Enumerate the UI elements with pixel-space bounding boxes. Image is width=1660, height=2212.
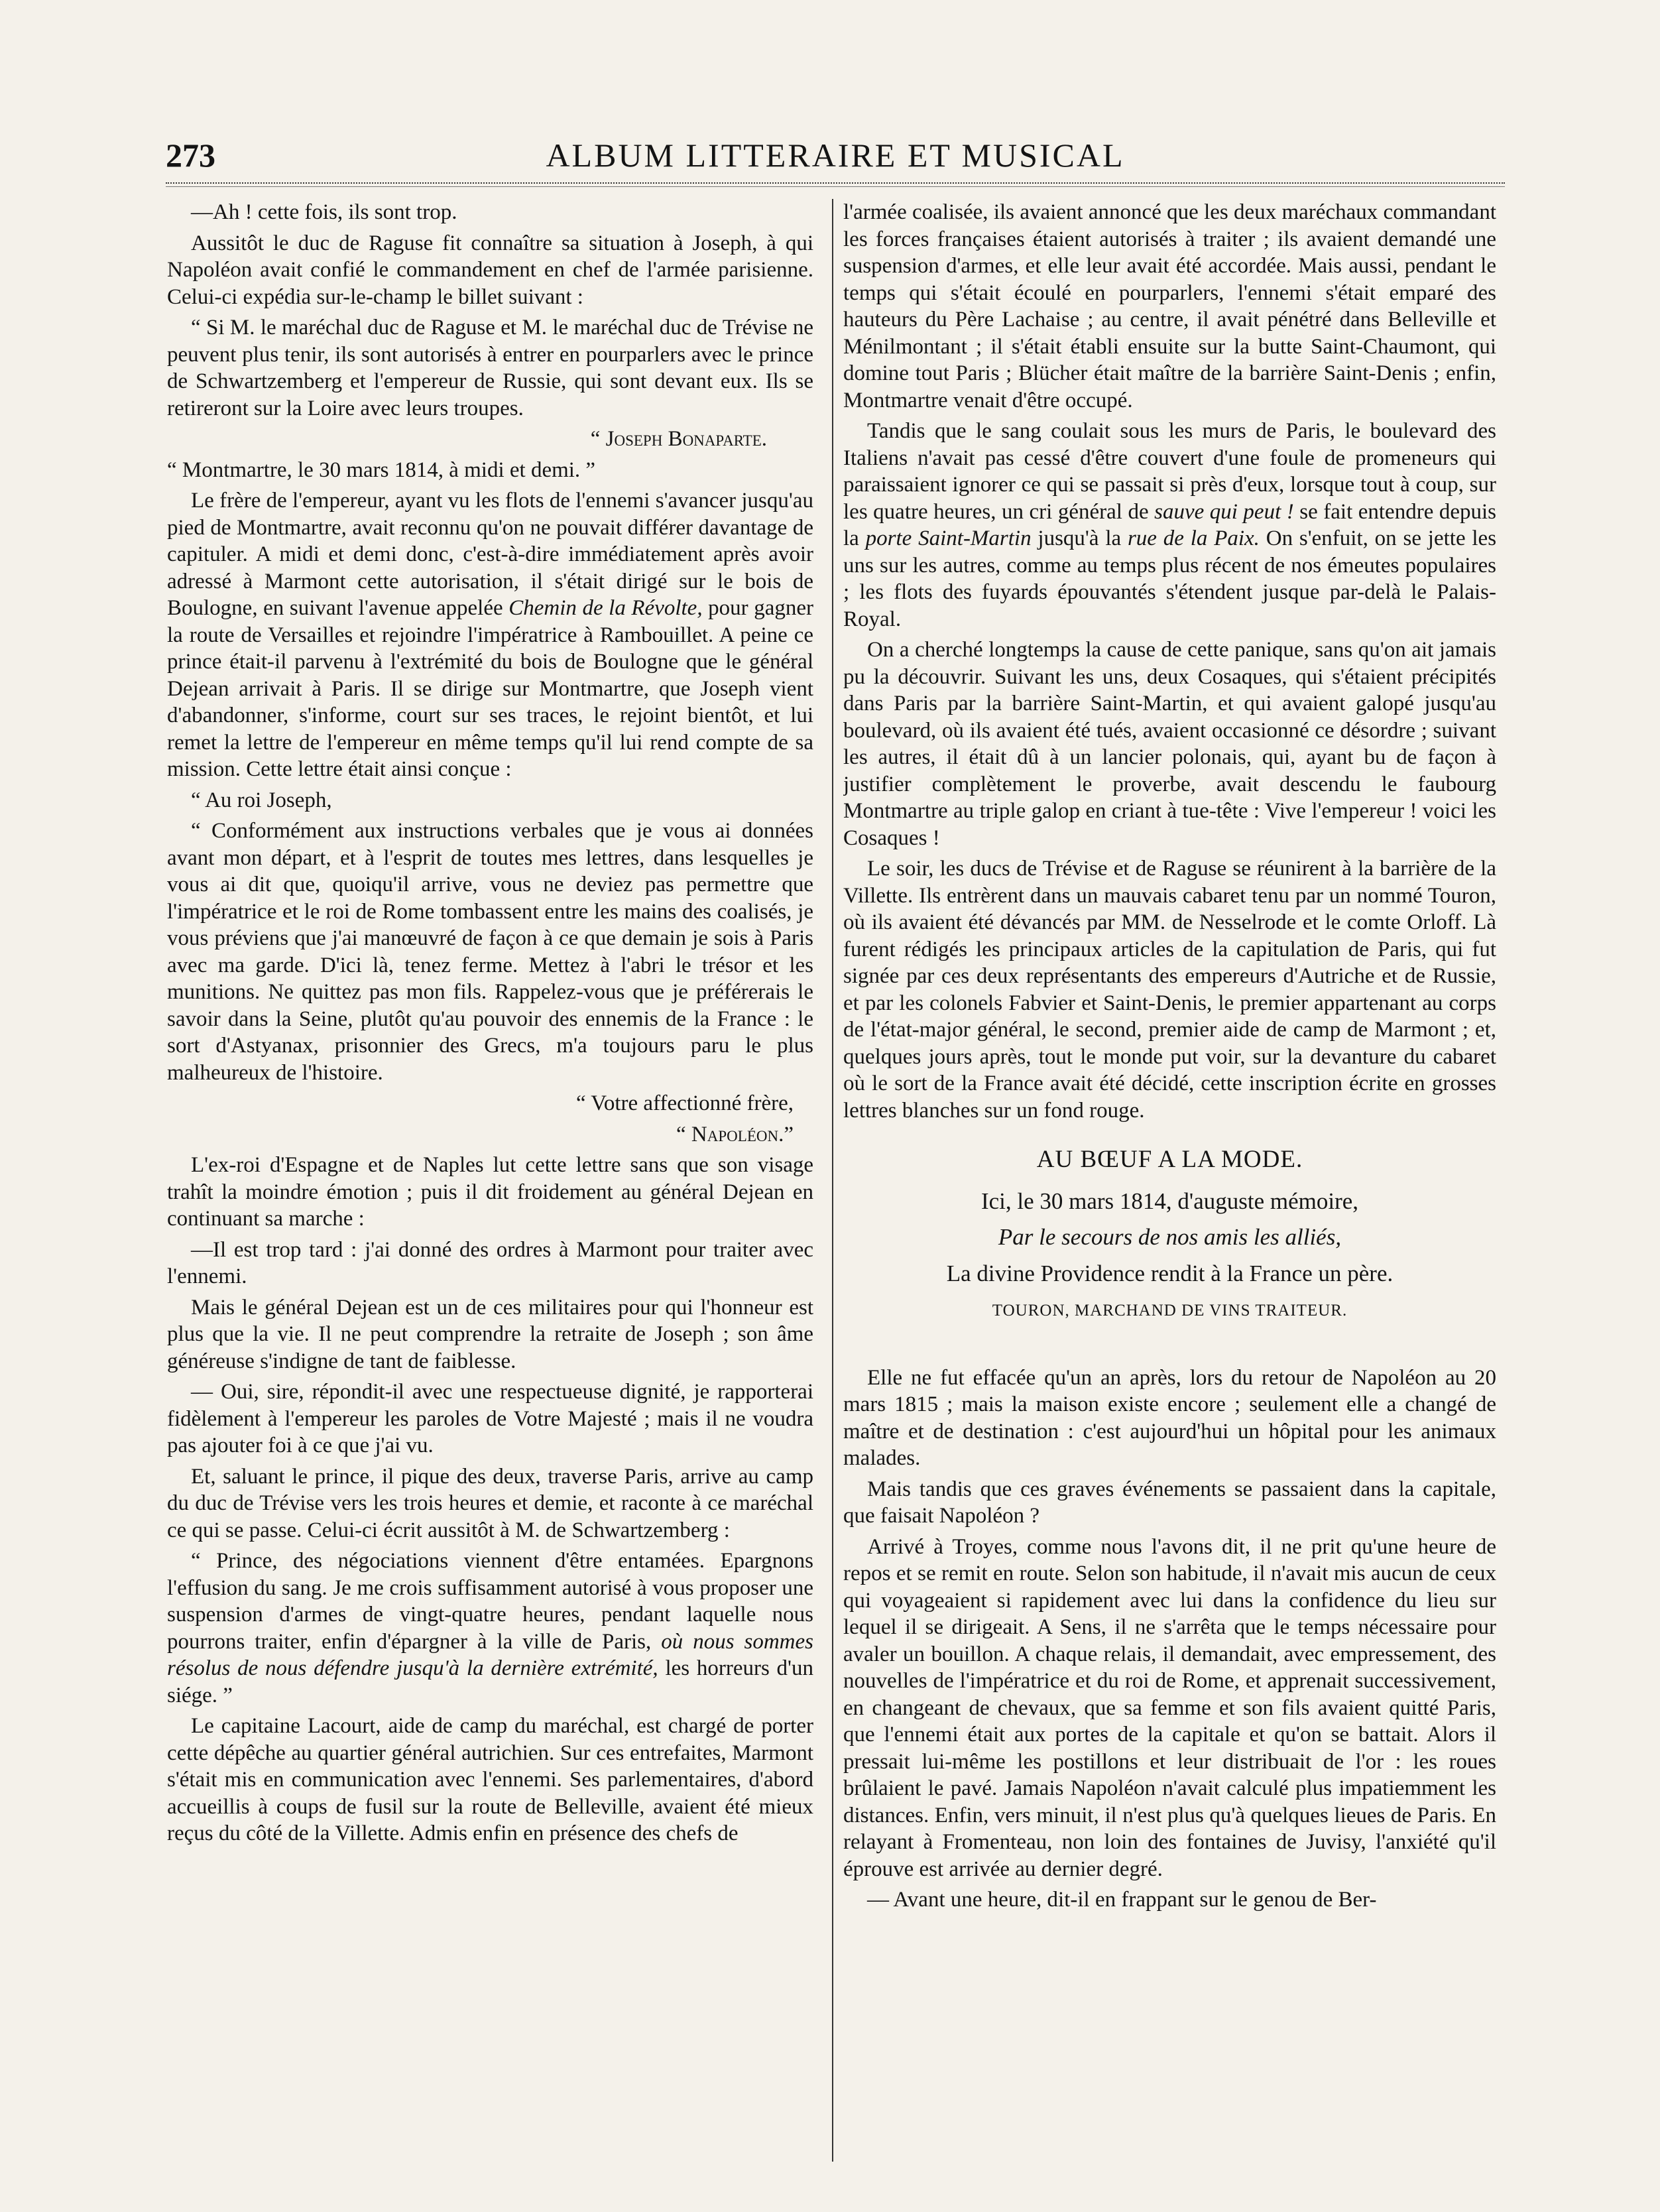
- letter-closing: “ Votre affectionné frère,: [575, 1091, 794, 1115]
- paragraph: Arrivé à Troyes, comme nous l'avons dit, il ne prit qu'une heure de repos et se remit en route. Selon son habitude, il n'avait mis aucun de ceux qui voyageaient si rapidement avec lui dans la confidence du lieu sur lequel il se dirigeait. A Sens, il ne s'arrêta que le temps nécessaire pour avaler un bouillon. A chaque relais, il demandait, avec empressement, des nouvelles de l'impératrice et du roi de Rome, et apprenait successivement, en changeant de chevaux, que sa femme et son fils avaient quitté Paris, que l'ennemi était aux portes de la capitale et qu'on se battait. Alors il pressait lui-même les postillons et leur distribuait de l'or : les roues brûlaient le pavé. Jamais Napoléon n'avait calculé plus impatiemment les distances. Enfin, vers minuit, il n'est plus qu'à quelques lieues de Paris. En relayant à Fromenteau, non loin des fontaines de Juvisy, l'anxiété qu'il éprouve est arrivée au dernier degré.: [843, 1534, 1496, 1881]
- column-divider: [832, 199, 833, 2162]
- paragraph: On a cherché longtemps la cause de cette panique, sans qu'on ait jamais pu la découvrir. Suivant les uns, deux Cosaques, qui s'étaient précipités dans Paris par la barrière Saint-Martin, et qui avaient galopé jusqu'au boulevard, où ils avaient été tués, avaient occasionné ce désordre ; suivant les autres, il était dû à un lancier polonais, qui, ayant bu de façon à justifier complètement le proverbe, avait descendu le faubourg Montmartre au triple galop en criant à tue-tête : Vive l'empereur ! voici les Cosaques !: [843, 638, 1496, 850]
- inscription-signature: TOURON, MARCHAND DE VINS TRAITEUR.: [992, 1302, 1348, 1320]
- dateline: “ Montmartre, le 30 mars 1814, à midi et demi. ”: [167, 458, 596, 482]
- running-title: ALBUM LITTERAIRE ET MUSICAL: [546, 137, 1125, 174]
- paragraph: Mais tandis que ces graves événements se passaient dans la capitale, que faisait Napoléon ?: [843, 1477, 1496, 1528]
- quoted-letter: “ Prince, des négociations viennent d'être entamées. Epargnons l'effusion du sang. Je me crois suffisamment autorisé à vous proposer une suspension d'armes de vingt-quatre heures, pendant laquelle nous pourrons traiter, enfin d'épargner à la ville de Paris, où nous sommes résolus de nous défendre jusqu'à la dernière extrémité, les horreurs d'un siége. ”: [167, 1549, 813, 1707]
- inscription-title: AU BŒUF A LA MODE.: [1036, 1146, 1303, 1173]
- paragraph: Le soir, les ducs de Trévise et de Raguse se réunirent à la barrière de la Villette. Ils entrèrent dans un mauvais cabaret tenu par un nommé Touron, où ils avaient été dévancés par MM. de Nesselrode et le comte Orloff. Là furent rédigés les principaux articles de la capitulation de Paris, qui fut signée par ces deux représentants des empereurs d'Autriche et de Russie, et par les colonels Fabvier et Saint-Denis, le premier appartenant au corps de l'état-major général, le second, premier aide de camp de Marmont ; et, quelques jours après, tout le monde put voir, sur la devanture du cabaret où le sort de la France avait été décidé, cette inscription écrite en grosses lettres blanches sur un fond rouge.: [843, 857, 1496, 1123]
- letter-salutation: “ Au roi Joseph,: [191, 788, 332, 812]
- header-rule: [166, 182, 1505, 187]
- emphasis: sauve qui peut !: [1154, 499, 1294, 524]
- paragraph: Le frère de l'empereur, ayant vu les flots de l'ennemi s'avancer jusqu'au pied de Montmartre, avait reconnu qu'on ne pouvait différer davantage de capituler. A midi et demi donc, c'est-à-dire immédiatement après avoir adressé à Marmont cette autorisation, il s'était dirigé sur le bois de Boulogne, en suivant l'avenue appelée Chemin de la Révolte, pour gagner la route de Versailles et rejoindre l'impératrice à Rambouillet. A peine ce prince était-il parvenu à l'extrémité du bois de Boulogne que le général Dejean arrivait à Paris. Il se dirige sur Montmartre, que Joseph vient d'abandonner, s'informe, court sur ses traces, le rejoint bientôt, et lui remet la lettre de l'empereur en même temps qu'il lui rend compte de sa mission. Cette lettre était ainsi conçue :: [167, 489, 813, 781]
- right-column: [843, 199, 1496, 2162]
- inscription-line: Ici, le 30 mars 1814, d'auguste mémoire,: [980, 1188, 1359, 1214]
- emphasis: où nous sommes résolus de nous défendre jusqu'à la dernière extrémité,: [167, 1629, 813, 1680]
- quoted-note: “ Si M. le maréchal duc de Raguse et M. le maréchal duc de Trévise ne peuvent plus tenir, ils sont autorisés à entrer en pourparlers avec le prince de Schwartzemberg et l'empereur de Russie, qui sont devant eux. Ils se retireront sur la Loire avec leurs troupes.: [167, 316, 813, 420]
- paragraph: Et, saluant le prince, il pique des deux, traverse Paris, arrive au camp du duc de Trévise vers les trois heures et demie, et raconte à ce maréchal ce qui se passe. Celui-ci écrit aussitôt à M. de Schwartzemberg :: [167, 1464, 813, 1542]
- emphasis: rue de la Paix.: [1127, 526, 1260, 550]
- paragraph: Elle ne fut effacée qu'un an après, lors du retour de Napoléon au 20 mars 1815 ; mais la maison existe encore ; seulement elle a changé de maître et de destination : c'est aujourd'hui un hôpital pour les animaux malades.: [843, 1365, 1496, 1470]
- paragraph: —Ah ! cette fois, ils sont trop.: [191, 200, 457, 224]
- inscription-line: La divine Providence rendit à la France un père.: [946, 1260, 1393, 1286]
- paragraph: — Oui, sire, répondit-il avec une respectueuse dignité, je rapporterai fidèlement à l'empereur les paroles de Votre Majesté ; mais il ne voudra pas ajouter foi à ce que j'ai vu.: [167, 1380, 813, 1457]
- paragraph: Le capitaine Lacourt, aide de camp du maréchal, est chargé de porter cette dépêche au quartier général autrichien. Sur ces entrefaites, Marmont s'était mis en communication avec l'ennemi. Ses parlementaires, d'abord accueillis à coups de fusil sur la route de Belleville, avaient été mieux reçus du côté de la Villette. Admis enfin en présence des chefs de: [167, 1714, 813, 1845]
- emphasis: porte Saint-Martin: [865, 526, 1032, 550]
- paragraph: L'ex-roi d'Espagne et de Naples lut cette lettre sans que son visage trahît la moindre émotion ; puis il dit froidement au général Dejean en continuant sa marche :: [167, 1153, 813, 1231]
- paragraph: — Avant une heure, dit-il en frappant sur le genou de Ber-: [867, 1888, 1377, 1912]
- paragraph: Tandis que le sang coulait sous les murs de Paris, le boulevard des Italiens n'avait pas cessé d'être couvert d'une foule de promeneurs qui paraissaient ignorer ce qui se passait si près d'eux, lorsque tout à coup, sur les quatre heures, un cri général de sauve qui peut ! se fait entendre depuis la porte Saint-Martin jusqu'à la rue de la Paix. On s'enfuit, on se jette les uns sur les autres, comme au temps plus récent de nos émeutes populaires ; les flots des fuyards épouvantés s'étendent jusque par-delà le Palais-Royal.: [843, 419, 1496, 631]
- inscription-line: Par le secours de nos amis les alliés,: [998, 1224, 1342, 1250]
- page-header: [166, 136, 1505, 176]
- paragraph: Aussitôt le duc de Raguse fit connaître sa situation à Joseph, à qui Napoléon avait confié le commandement en chef de l'armée parisienne. Celui-ci expédia sur-le-champ le billet suivant :: [167, 231, 813, 309]
- page-number: 273: [166, 137, 215, 174]
- left-column: [167, 199, 813, 2162]
- letter-body: “ Conformément aux instructions verbales que je vous ai données avant mon départ, et à l'esprit de toutes mes lettres, dans lesquelles je vous ai dit que, quoiqu'il arrive, vous ne deviez pas permettre que l'impératrice et le roi de Rome tombassent entre les mains des coalisés, je vous préviens que j'ai manœuvré de façon à ce que demain je sois à Paris avec ma garde. D'ici là, tenez ferme. Mettez à l'abri le trésor et les munitions. Ne quittez pas mon fils. Rappelez-vous que je préférerais le savoir dans la Seine, plutôt qu'au pouvoir des ennemis de la France : le sort d'Astyanax, prisonnier des Grecs, m'a toujours paru le plus malheureux de l'histoire.: [167, 819, 813, 1085]
- paragraph: Mais le général Dejean est un de ces militaires pour qui l'honneur est plus que la vie. Il ne peut comprendre la retraite de Joseph ; son âme généreuse s'indigne de tant de faiblesse.: [167, 1295, 813, 1373]
- signature-joseph: “ Joseph Bonaparte.: [590, 427, 767, 451]
- paragraph: —Il est trop tard : j'ai donné des ordres à Marmont pour traiter avec l'ennemi.: [167, 1237, 813, 1288]
- signature-napoleon: “ Napoléon.”: [676, 1122, 794, 1146]
- emphasis: Chemin de la Révolte,: [508, 596, 703, 620]
- paragraph: l'armée coalisée, ils avaient annoncé que les deux maréchaux commandant les forces françaises étaient autorisés à traiter ; ils avaient demandé une suspension d'armes, et elle leur avait été accordée. Mais aussi, pendant le temps qui s'était écoulé en pourparlers, l'ennemi s'était emparé des hauteurs du Père Lachaise ; au centre, il avait pénétré dans Belleville et Ménilmontant ; il s'était établi ensuite sur la butte Saint-Chaumont, qui domine tout Paris ; Blücher était maître de la barrière Saint-Denis ; enfin, Montmartre venait d'être occupé.: [843, 200, 1496, 412]
